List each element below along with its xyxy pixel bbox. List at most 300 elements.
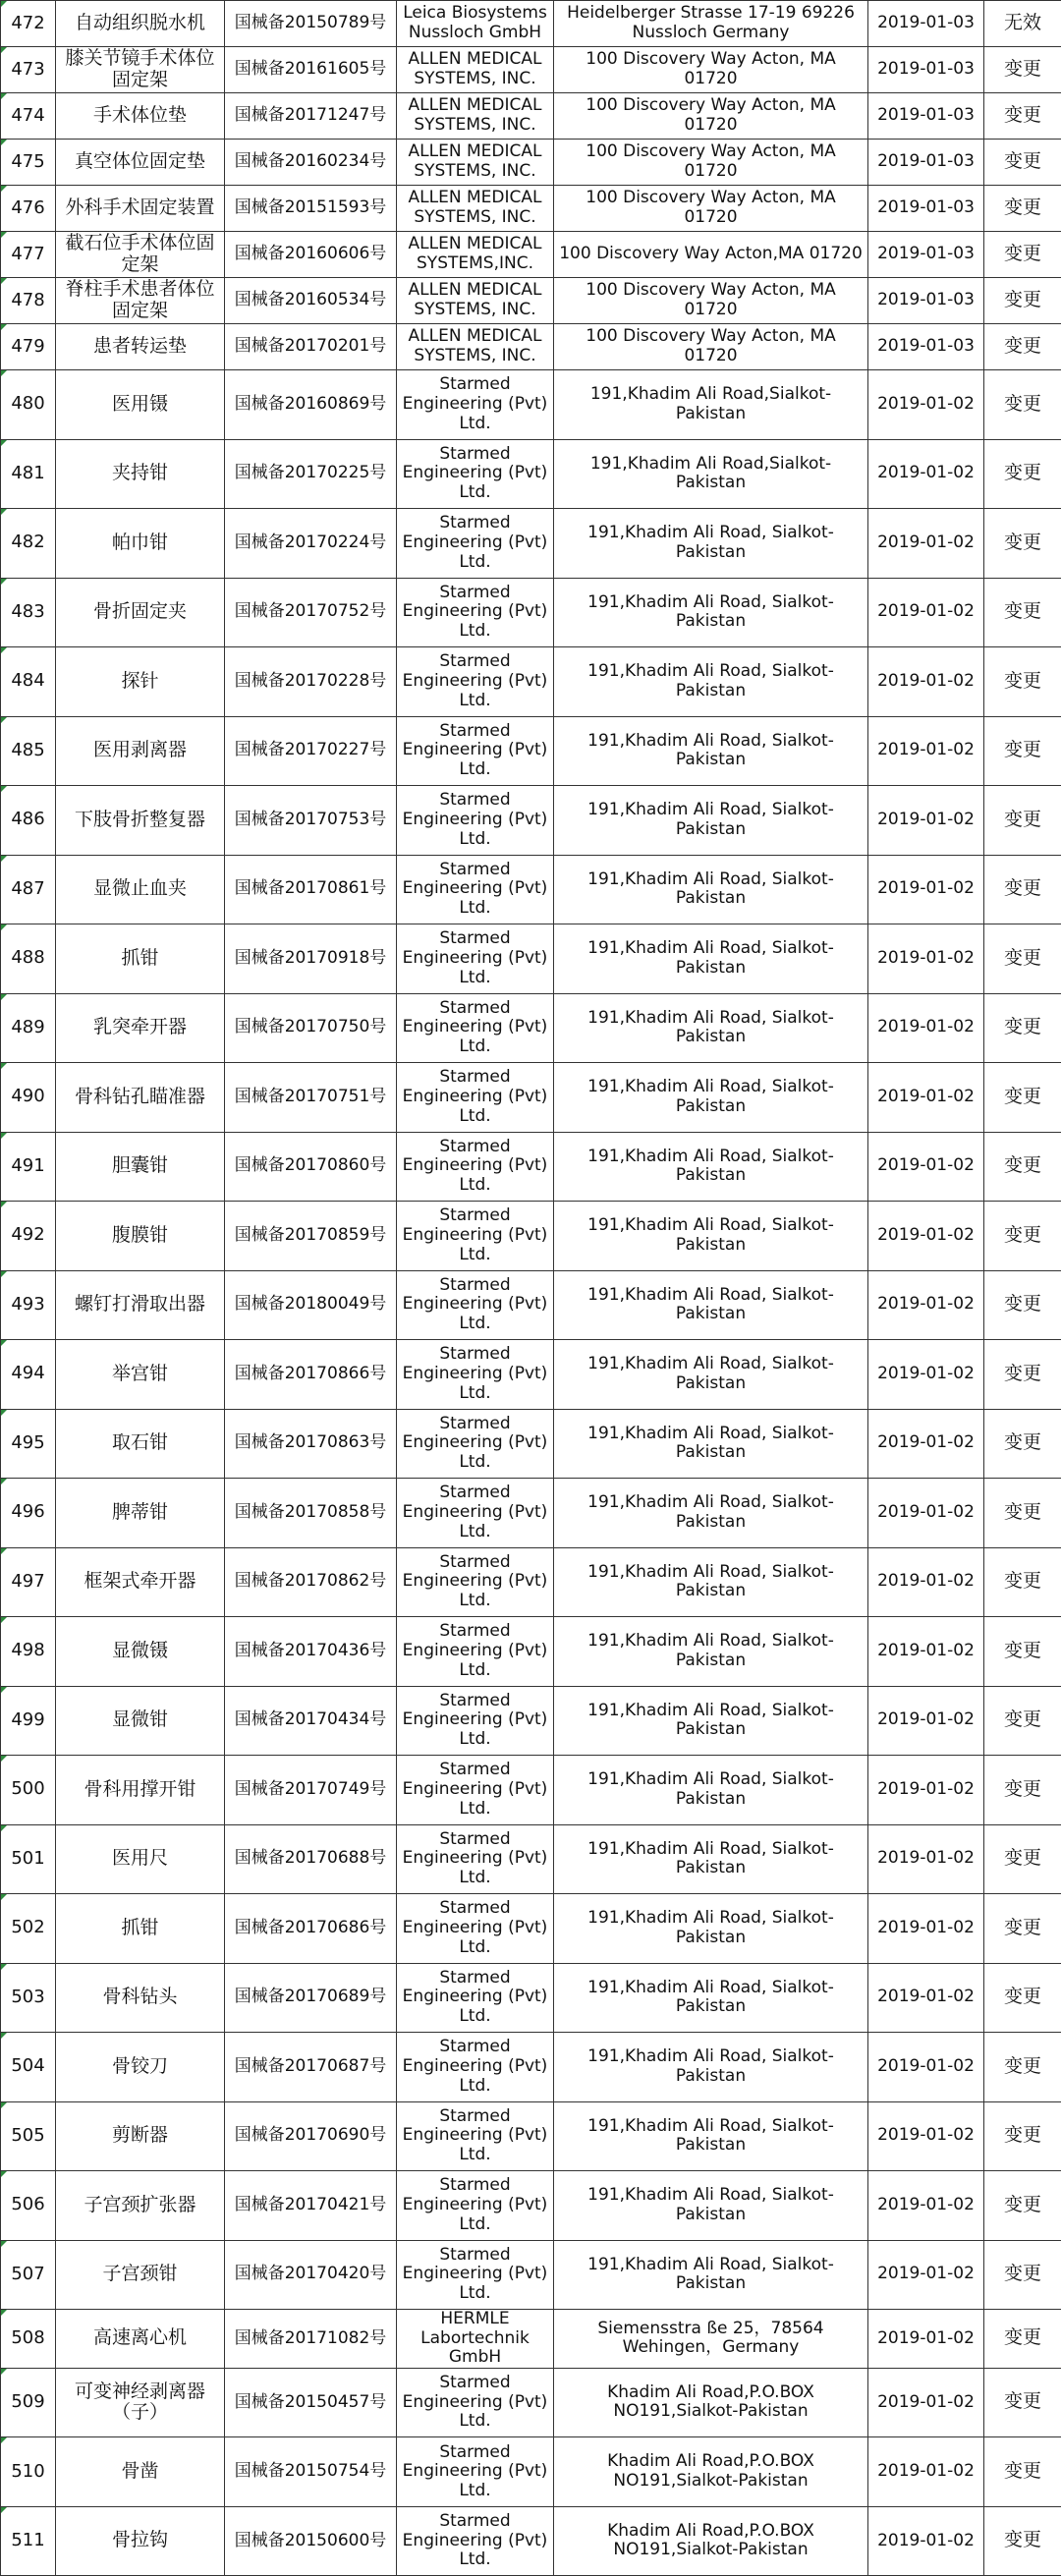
manufacturer-name: Starmed Engineering (Pvt) Ltd. (397, 2437, 554, 2507)
cell-marker-icon (1, 994, 7, 1000)
manufacturer-name: Starmed Engineering (Pvt) Ltd. (397, 1547, 554, 1617)
cell-marker-icon (1, 1756, 7, 1762)
cell-marker-icon (1, 140, 7, 145)
record-status: 变更 (984, 924, 1061, 994)
table-row (1, 716, 1061, 786)
manufacturer-address: 191,Khadim Ali Road, Sialkot-Pakistan (554, 1409, 868, 1479)
product-name: 手术体位垫 (56, 93, 225, 140)
row-number: 488 (1, 924, 56, 994)
record-date: 2019-01-02 (868, 2171, 984, 2241)
manufacturer-name: Starmed Engineering (Pvt) Ltd. (397, 509, 554, 579)
product-name: 帕巾钳 (56, 509, 225, 579)
record-date: 2019-01-03 (868, 324, 984, 370)
cell-marker-icon (1, 509, 7, 515)
table-row (1, 2240, 1061, 2310)
table-row (1, 2506, 1061, 2576)
row-number: 498 (1, 1617, 56, 1687)
record-status: 变更 (984, 509, 1061, 579)
record-status: 变更 (984, 716, 1061, 786)
row-number: 509 (1, 2368, 56, 2437)
cell-marker-icon (1, 1133, 7, 1139)
table-row (1, 186, 1061, 232)
record-date: 2019-01-03 (868, 93, 984, 140)
row-number: 476 (1, 186, 56, 232)
record-date: 2019-01-02 (868, 1547, 984, 1617)
registration-number: 国械备20170858号 (225, 1479, 397, 1548)
manufacturer-address: 191,Khadim Ali Road, Sialkot-Pakistan (554, 716, 868, 786)
record-date: 2019-01-03 (868, 186, 984, 232)
record-status: 变更 (984, 439, 1061, 509)
registration-number: 国械备20170201号 (225, 324, 397, 370)
table-row (1, 324, 1061, 370)
row-number: 472 (1, 1, 56, 47)
registration-number: 国械备20150789号 (225, 1, 397, 47)
registration-number: 国械备20170689号 (225, 1963, 397, 2033)
manufacturer-address: 191,Khadim Ali Road, Sialkot-Pakistan (554, 2033, 868, 2102)
row-number: 482 (1, 509, 56, 579)
row-number: 473 (1, 47, 56, 93)
record-status: 变更 (984, 2310, 1061, 2369)
manufacturer-name: Starmed Engineering (Pvt) Ltd. (397, 1894, 554, 1964)
cell-marker-icon (1, 717, 7, 723)
row-number: 504 (1, 2033, 56, 2102)
manufacturer-address: 191,Khadim Ali Road, Sialkot-Pakistan (554, 2171, 868, 2241)
table-row (1, 1270, 1061, 1340)
manufacturer-name: HERMLE Labortechnik GmbH (397, 2310, 554, 2369)
record-date: 2019-01-02 (868, 1340, 984, 1410)
row-number: 493 (1, 1270, 56, 1340)
manufacturer-address: 191,Khadim Ali Road, Sialkot-Pakistan (554, 578, 868, 647)
registration-number: 国械备20160606号 (225, 232, 397, 278)
record-date: 2019-01-02 (868, 993, 984, 1063)
manufacturer-address: 191,Khadim Ali Road, Sialkot-Pakistan (554, 509, 868, 579)
manufacturer-name: Starmed Engineering (Pvt) Ltd. (397, 2171, 554, 2241)
record-date: 2019-01-02 (868, 1132, 984, 1202)
table-row (1, 1063, 1061, 1133)
table-row (1, 993, 1061, 1063)
cell-marker-icon (1, 1548, 7, 1554)
cell-marker-icon (1, 440, 7, 446)
record-date: 2019-01-02 (868, 509, 984, 579)
record-date: 2019-01-02 (868, 924, 984, 994)
record-date: 2019-01-02 (868, 1963, 984, 2033)
cell-marker-icon (1, 47, 7, 53)
table-row (1, 1547, 1061, 1617)
registration-number: 国械备20170750号 (225, 993, 397, 1063)
record-date: 2019-01-02 (868, 647, 984, 717)
manufacturer-address: 191,Khadim Ali Road, Sialkot-Pakistan (554, 1756, 868, 1825)
record-date: 2019-01-02 (868, 578, 984, 647)
cell-marker-icon (1, 278, 7, 284)
row-number: 492 (1, 1202, 56, 1271)
cell-marker-icon (1, 232, 7, 238)
cell-marker-icon (1, 324, 7, 330)
registration-number: 国械备20170918号 (225, 924, 397, 994)
record-date: 2019-01-02 (868, 1202, 984, 1271)
row-number: 486 (1, 786, 56, 856)
record-status: 变更 (984, 186, 1061, 232)
registration-number: 国械备20170420号 (225, 2240, 397, 2310)
cell-marker-icon (1, 924, 7, 930)
product-name: 显微钳 (56, 1686, 225, 1756)
manufacturer-address: 191,Khadim Ali Road, Sialkot-Pakistan (554, 1894, 868, 1964)
cell-marker-icon (1, 1271, 7, 1277)
registration-number: 国械备20160234号 (225, 140, 397, 186)
record-date: 2019-01-02 (868, 716, 984, 786)
manufacturer-name: ALLEN MEDICAL SYSTEMS, INC. (397, 278, 554, 324)
record-status: 变更 (984, 1756, 1061, 1825)
manufacturer-name: Starmed Engineering (Pvt) Ltd. (397, 993, 554, 1063)
manufacturer-address: 100 Discovery Way Acton,MA 01720 (554, 232, 868, 278)
record-date: 2019-01-02 (868, 1063, 984, 1133)
registration-number: 国械备20170753号 (225, 786, 397, 856)
cell-marker-icon (1, 1202, 7, 1207)
cell-marker-icon (1, 1964, 7, 1970)
row-number: 480 (1, 370, 56, 440)
table-row (1, 1132, 1061, 1202)
registration-number: 国械备20170225号 (225, 439, 397, 509)
record-status: 变更 (984, 324, 1061, 370)
table-row (1, 1963, 1061, 2033)
record-status: 变更 (984, 1686, 1061, 1756)
record-status: 变更 (984, 1132, 1061, 1202)
table-row (1, 1479, 1061, 1548)
cell-marker-icon (1, 1340, 7, 1346)
registration-number: 国械备20170227号 (225, 716, 397, 786)
product-name: 子宫颈扩张器 (56, 2171, 225, 2241)
manufacturer-name: Starmed Engineering (Pvt) Ltd. (397, 578, 554, 647)
record-status: 变更 (984, 1270, 1061, 1340)
manufacturer-name: Starmed Engineering (Pvt) Ltd. (397, 1340, 554, 1410)
product-name: 真空体位固定垫 (56, 140, 225, 186)
table-row (1, 439, 1061, 509)
record-date: 2019-01-02 (868, 1479, 984, 1548)
record-date: 2019-01-02 (868, 370, 984, 440)
manufacturer-address: 191,Khadim Ali Road, Sialkot-Pakistan (554, 1202, 868, 1271)
manufacturer-name: Starmed Engineering (Pvt) Ltd. (397, 1479, 554, 1548)
product-name: 乳突牵开器 (56, 993, 225, 1063)
registration-number: 国械备20170751号 (225, 1063, 397, 1133)
record-date: 2019-01-02 (868, 1617, 984, 1687)
table-row (1, 2171, 1061, 2241)
manufacturer-name: ALLEN MEDICAL SYSTEMS, INC. (397, 140, 554, 186)
row-number: 487 (1, 855, 56, 924)
table-row (1, 2101, 1061, 2171)
product-name: 抓钳 (56, 924, 225, 994)
row-number: 475 (1, 140, 56, 186)
manufacturer-address: 100 Discovery Way Acton, MA 01720 (554, 93, 868, 140)
manufacturer-address: 100 Discovery Way Acton, MA 01720 (554, 140, 868, 186)
table-row (1, 1756, 1061, 1825)
record-date: 2019-01-02 (868, 1409, 984, 1479)
table-row (1, 370, 1061, 440)
manufacturer-address: Khadim Ali Road,P.O.BOX NO191,Sialkot-Pakistan (554, 2437, 868, 2507)
manufacturer-address: Khadim Ali Road,P.O.BOX NO191,Sialkot-Pakistan (554, 2506, 868, 2576)
cell-marker-icon (1, 93, 7, 99)
product-name: 医用剥离器 (56, 716, 225, 786)
cell-marker-icon (1, 856, 7, 862)
record-status: 变更 (984, 786, 1061, 856)
product-name: 子宫颈钳 (56, 2240, 225, 2310)
record-date: 2019-01-02 (868, 1824, 984, 1894)
record-status: 变更 (984, 1409, 1061, 1479)
registration-number: 国械备20170421号 (225, 2171, 397, 2241)
registration-number: 国械备20170749号 (225, 1756, 397, 1825)
manufacturer-address: 191,Khadim Ali Road, Sialkot-Pakistan (554, 647, 868, 717)
manufacturer-name: Starmed Engineering (Pvt) Ltd. (397, 647, 554, 717)
cell-marker-icon (1, 647, 7, 653)
record-date: 2019-01-03 (868, 47, 984, 93)
product-name: 自动组织脱水机 (56, 1, 225, 47)
product-name: 骨铰刀 (56, 2033, 225, 2102)
registration-number: 国械备20170860号 (225, 1132, 397, 1202)
record-date: 2019-01-02 (868, 786, 984, 856)
table-row (1, 47, 1061, 93)
manufacturer-address: 191,Khadim Ali Road, Sialkot-Pakistan (554, 786, 868, 856)
row-number: 499 (1, 1686, 56, 1756)
manufacturer-address: 191,Khadim Ali Road, Sialkot-Pakistan (554, 1617, 868, 1687)
manufacturer-name: Starmed Engineering (Pvt) Ltd. (397, 1409, 554, 1479)
cell-marker-icon (1, 2171, 7, 2177)
table-row (1, 1, 1061, 47)
record-status: 变更 (984, 578, 1061, 647)
row-number: 506 (1, 2171, 56, 2241)
product-name: 骨凿 (56, 2437, 225, 2507)
row-number: 474 (1, 93, 56, 140)
product-name: 框架式牵开器 (56, 1547, 225, 1617)
product-name: 骨折固定夹 (56, 578, 225, 647)
product-name: 显微镊 (56, 1617, 225, 1687)
record-date: 2019-01-02 (868, 2240, 984, 2310)
product-name: 取石钳 (56, 1409, 225, 1479)
row-number: 490 (1, 1063, 56, 1133)
manufacturer-name: Starmed Engineering (Pvt) Ltd. (397, 2101, 554, 2171)
table-row (1, 578, 1061, 647)
cell-marker-icon (1, 186, 7, 192)
table-row (1, 2437, 1061, 2507)
cell-marker-icon (1, 1063, 7, 1069)
table-row (1, 1824, 1061, 1894)
product-name: 骨科钻孔瞄准器 (56, 1063, 225, 1133)
manufacturer-address: 100 Discovery Way Acton, MA 01720 (554, 324, 868, 370)
product-name: 膝关节镜手术体位固定架 (56, 47, 225, 93)
manufacturer-name: Starmed Engineering (Pvt) Ltd. (397, 1963, 554, 2033)
record-status: 变更 (984, 2033, 1061, 2102)
cell-marker-icon (1, 1, 7, 7)
registration-number: 国械备20170434号 (225, 1686, 397, 1756)
row-number: 494 (1, 1340, 56, 1410)
record-date: 2019-01-02 (868, 1686, 984, 1756)
record-status: 变更 (984, 47, 1061, 93)
registration-number: 国械备20171082号 (225, 2310, 397, 2369)
record-date: 2019-01-03 (868, 278, 984, 324)
manufacturer-name: Starmed Engineering (Pvt) Ltd. (397, 370, 554, 440)
product-name: 抓钳 (56, 1894, 225, 1964)
registration-number: 国械备20150754号 (225, 2437, 397, 2507)
product-name: 医用尺 (56, 1824, 225, 1894)
table-row (1, 1617, 1061, 1687)
product-name: 骨科钻头 (56, 1963, 225, 2033)
manufacturer-name: Starmed Engineering (Pvt) Ltd. (397, 855, 554, 924)
table-row (1, 1202, 1061, 1271)
manufacturer-name: Starmed Engineering (Pvt) Ltd. (397, 1617, 554, 1687)
product-name: 胆囊钳 (56, 1132, 225, 1202)
record-status: 变更 (984, 1340, 1061, 1410)
registration-number: 国械备20180049号 (225, 1270, 397, 1340)
registration-number: 国械备20170686号 (225, 1894, 397, 1964)
manufacturer-name: Starmed Engineering (Pvt) Ltd. (397, 439, 554, 509)
manufacturer-address: 191,Khadim Ali Road, Sialkot-Pakistan (554, 1963, 868, 2033)
row-number: 479 (1, 324, 56, 370)
manufacturer-name: ALLEN MEDICAL SYSTEMS, INC. (397, 93, 554, 140)
manufacturer-name: Starmed Engineering (Pvt) Ltd. (397, 2033, 554, 2102)
registration-number: 国械备20170436号 (225, 1617, 397, 1687)
row-number: 502 (1, 1894, 56, 1964)
row-number: 508 (1, 2310, 56, 2369)
record-status: 变更 (984, 2101, 1061, 2171)
manufacturer-address: 191,Khadim Ali Road, Sialkot-Pakistan (554, 2101, 868, 2171)
registration-number: 国械备20170228号 (225, 647, 397, 717)
registration-number: 国械备20150600号 (225, 2506, 397, 2576)
registration-number: 国械备20170862号 (225, 1547, 397, 1617)
cell-marker-icon (1, 2437, 7, 2443)
cell-marker-icon (1, 1894, 7, 1900)
product-name: 可变神经剥离器（子） (56, 2368, 225, 2437)
table-row (1, 278, 1061, 324)
row-number: 483 (1, 578, 56, 647)
product-name: 举宫钳 (56, 1340, 225, 1410)
table-row (1, 924, 1061, 994)
record-date: 2019-01-02 (868, 2101, 984, 2171)
record-date: 2019-01-02 (868, 1270, 984, 1340)
manufacturer-address: 191,Khadim Ali Road, Sialkot-Pakistan (554, 1270, 868, 1340)
record-status: 变更 (984, 1894, 1061, 1964)
row-number: 507 (1, 2240, 56, 2310)
manufacturer-name: ALLEN MEDICAL SYSTEMS, INC. (397, 47, 554, 93)
record-status: 变更 (984, 1824, 1061, 1894)
product-name: 患者转运垫 (56, 324, 225, 370)
product-name: 外科手术固定装置 (56, 186, 225, 232)
record-status: 变更 (984, 232, 1061, 278)
manufacturer-name: Starmed Engineering (Pvt) Ltd. (397, 924, 554, 994)
manufacturer-address: 191,Khadim Ali Road,Sialkot-Pakistan (554, 370, 868, 440)
record-status: 变更 (984, 2368, 1061, 2437)
product-name: 骨拉钩 (56, 2506, 225, 2576)
registration-number: 国械备20170752号 (225, 578, 397, 647)
table-row (1, 140, 1061, 186)
registration-number: 国械备20161605号 (225, 47, 397, 93)
table-row (1, 1894, 1061, 1964)
record-date: 2019-01-02 (868, 2437, 984, 2507)
manufacturer-name: Starmed Engineering (Pvt) Ltd. (397, 1824, 554, 1894)
cell-marker-icon (1, 1825, 7, 1831)
manufacturer-address: 191,Khadim Ali Road, Sialkot-Pakistan (554, 1063, 868, 1133)
product-name: 螺钉打滑取出器 (56, 1270, 225, 1340)
record-status: 变更 (984, 647, 1061, 717)
row-number: 496 (1, 1479, 56, 1548)
manufacturer-name: Starmed Engineering (Pvt) Ltd. (397, 1756, 554, 1825)
registration-number: 国械备20150457号 (225, 2368, 397, 2437)
manufacturer-address: 191,Khadim Ali Road, Sialkot-Pakistan (554, 1479, 868, 1548)
record-status: 变更 (984, 278, 1061, 324)
manufacturer-name: ALLEN MEDICAL SYSTEMS,INC. (397, 232, 554, 278)
manufacturer-address: 100 Discovery Way Acton, MA 01720 (554, 186, 868, 232)
record-date: 2019-01-02 (868, 2033, 984, 2102)
manufacturer-name: Starmed Engineering (Pvt) Ltd. (397, 1063, 554, 1133)
record-status: 变更 (984, 2437, 1061, 2507)
manufacturer-name: Leica Biosystems Nussloch GmbH (397, 1, 554, 47)
table-row (1, 786, 1061, 856)
manufacturer-address: 100 Discovery Way Acton, MA 01720 (554, 47, 868, 93)
record-date: 2019-01-02 (868, 2310, 984, 2369)
registration-number: 国械备20170688号 (225, 1824, 397, 1894)
product-name: 脊柱手术患者体位固定架 (56, 278, 225, 324)
cell-marker-icon (1, 1687, 7, 1693)
record-status: 变更 (984, 2240, 1061, 2310)
record-status: 变更 (984, 1963, 1061, 2033)
product-name: 显微止血夹 (56, 855, 225, 924)
registration-number: 国械备20170866号 (225, 1340, 397, 1410)
table-row (1, 1686, 1061, 1756)
table-row (1, 2033, 1061, 2102)
record-status: 变更 (984, 1479, 1061, 1548)
registration-number: 国械备20170690号 (225, 2101, 397, 2171)
manufacturer-name: Starmed Engineering (Pvt) Ltd. (397, 786, 554, 856)
manufacturer-address: 191,Khadim Ali Road, Sialkot-Pakistan (554, 1686, 868, 1756)
row-number: 500 (1, 1756, 56, 1825)
manufacturer-address: Heidelberger Strasse 17-19 69226 Nussloch Germany (554, 1, 868, 47)
manufacturer-address: 191,Khadim Ali Road, Sialkot-Pakistan (554, 2240, 868, 2310)
cell-marker-icon (1, 2033, 7, 2039)
row-number: 510 (1, 2437, 56, 2507)
manufacturer-name: Starmed Engineering (Pvt) Ltd. (397, 2506, 554, 2576)
record-status: 变更 (984, 993, 1061, 1063)
record-date: 2019-01-02 (868, 2506, 984, 2576)
cell-marker-icon (1, 579, 7, 585)
cell-marker-icon (1, 1410, 7, 1416)
record-date: 2019-01-03 (868, 140, 984, 186)
cell-marker-icon (1, 2241, 7, 2247)
cell-marker-icon (1, 2369, 7, 2375)
row-number: 481 (1, 439, 56, 509)
manufacturer-name: Starmed Engineering (Pvt) Ltd. (397, 1132, 554, 1202)
record-date: 2019-01-03 (868, 1, 984, 47)
row-number: 511 (1, 2506, 56, 2576)
record-status: 变更 (984, 2171, 1061, 2241)
record-status: 变更 (984, 370, 1061, 440)
product-name: 高速离心机 (56, 2310, 225, 2369)
cell-marker-icon (1, 1617, 7, 1623)
registration-number: 国械备20170687号 (225, 2033, 397, 2102)
table-row (1, 647, 1061, 717)
row-number: 489 (1, 993, 56, 1063)
record-status: 无效 (984, 1, 1061, 47)
product-name: 探针 (56, 647, 225, 717)
row-number: 484 (1, 647, 56, 717)
table-row (1, 509, 1061, 579)
record-status: 变更 (984, 1617, 1061, 1687)
manufacturer-address: 191,Khadim Ali Road, Sialkot-Pakistan (554, 855, 868, 924)
manufacturer-address: 100 Discovery Way Acton, MA 01720 (554, 278, 868, 324)
manufacturer-name: Starmed Engineering (Pvt) Ltd. (397, 2240, 554, 2310)
manufacturer-name: Starmed Engineering (Pvt) Ltd. (397, 716, 554, 786)
manufacturer-address: 191,Khadim Ali Road, Sialkot-Pakistan (554, 993, 868, 1063)
manufacturer-name: Starmed Engineering (Pvt) Ltd. (397, 1202, 554, 1271)
table-row (1, 2310, 1061, 2369)
record-date: 2019-01-03 (868, 232, 984, 278)
cell-marker-icon (1, 2102, 7, 2108)
row-number: 503 (1, 1963, 56, 2033)
